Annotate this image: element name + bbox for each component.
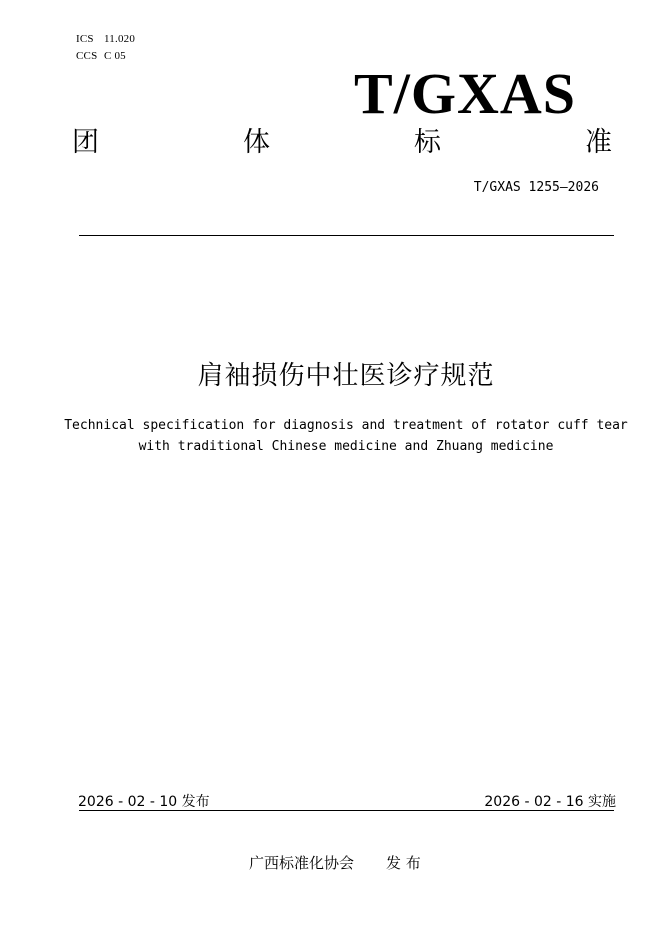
publisher-line — [249, 852, 421, 874]
ics-value: 11.020 — [104, 33, 136, 45]
publisher-name: 广西标准化协会 — [249, 854, 355, 872]
ics-label: ICS — [76, 33, 94, 45]
implement-date: 2026 - 02 - 16 实施 — [484, 794, 616, 810]
standard-type-char: 团 — [72, 127, 99, 158]
standard-type-char: 准 — [585, 127, 612, 158]
standard-type — [72, 126, 612, 160]
brand-logo-text: T/GXAS — [354, 61, 576, 126]
standard-type-char: 标 — [414, 127, 441, 158]
date-row — [78, 790, 616, 812]
english-title-line-1: Technical specification for diagnosis and treatment of rotator cuff tear — [64, 418, 628, 433]
release-date: 2026 - 02 - 10 发布 — [78, 794, 210, 810]
publisher-action: 发 布 — [386, 854, 421, 872]
ccs-label: CCS — [76, 50, 98, 62]
english-title-line-2: with traditional Chinese medicine and Zhuang medicine — [138, 439, 554, 454]
ccs-value: C 05 — [104, 50, 126, 62]
top-divider — [79, 235, 614, 236]
ccs-code — [76, 49, 126, 63]
document-title-chinese: 肩袖损伤中壮医诊疗规范 — [197, 361, 495, 391]
ics-code — [76, 32, 135, 46]
standard-number: T/GXAS 1255—2026 — [473, 180, 599, 195]
document-title-english — [0, 415, 662, 457]
bottom-divider — [79, 810, 614, 811]
standard-type-char: 体 — [243, 127, 270, 158]
